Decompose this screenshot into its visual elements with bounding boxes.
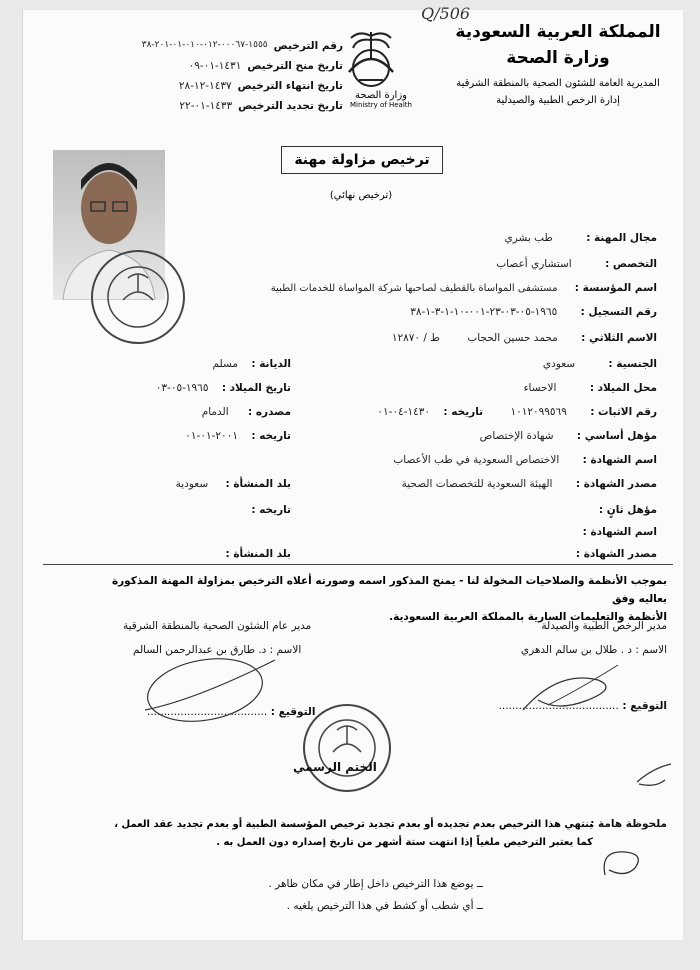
expiry-date-row: تاريخ انتهاء الترخيص ١٤٣٧-١٢-٢٨ <box>63 80 343 100</box>
left-signature-scribble <box>135 650 285 730</box>
authorization-line-1: بموجب الأنظمة والصلاحيات المخولة لنا - يمنح المذكور اسمه وصورته أعلاه الترخيص بمزاولة المهنة المذكورة بعاليه وفق <box>111 575 667 605</box>
stamp-emblem-icon <box>93 252 183 342</box>
registration-row: رقم التسجيل : ١٩٦٥-٠٥-٠٣-٢٣-٠٠١-١٠-١-٣-١-٣٨ <box>410 306 657 318</box>
certificate-source-value: الهيئة السعودية للتخصصات الصحية <box>401 478 553 490</box>
license-document <box>22 4 683 940</box>
religion-row: الديانة : مسلم <box>212 358 291 370</box>
left-signatory-name: الاسم : د. طارق بن عبدالرحمن السالم <box>133 644 302 656</box>
palm-swords-emblem <box>341 28 401 90</box>
section-divider <box>43 564 673 565</box>
secondary-origin-row: بلد المنشأة : <box>225 548 291 560</box>
secondary-certificate-row: اسم الشهادة : <box>582 526 657 538</box>
footer-note-2: ــ أي شطب أو كشط في هذا الترخيص يلغيه . <box>286 900 483 912</box>
right-signature-scribble <box>518 660 628 720</box>
institution-value: مستشفى المواساة بالقطيف لصاحبها شركة المواساة للخدمات الطبية <box>270 283 558 294</box>
primary-qualification-value: شهادة الإختصاص <box>479 430 554 442</box>
primary-date-row: تاريخه : ٢٠٠١-٠١-٠١ <box>185 430 291 442</box>
primary-qualification-row: مؤهل أساسي : شهادة الإختصاص <box>479 430 657 442</box>
id-source-row: مصدره : الدمام <box>201 406 291 418</box>
directorate-name: المديرية العامة للشئون الصحية بالمنطقة الشرقية <box>456 78 660 89</box>
nationality-value: سعودي <box>542 358 576 370</box>
nationality-row: الجنسية : سعودي <box>542 358 657 370</box>
institution-row: اسم المؤسسة : مستشفى المواساة بالقطيف لصاحبها شركة المواساة للخدمات الطبية <box>270 282 657 294</box>
birthplace-row: محل الميلاد : الاحساء <box>523 382 657 394</box>
authorization-line-2: الأنظمة والتعليمات السارية بالمملكة العربية السعودية. <box>389 611 667 623</box>
logo-english: Ministry of Health <box>350 101 412 109</box>
document-subtitle: (ترخيص نهائي) <box>329 190 393 201</box>
grant-date-row: تاريخ منح الترخيص ١٤٣١-٠١-٠٩ <box>63 60 343 80</box>
id-source-value: الدمام <box>201 406 229 418</box>
field-value: طب بشري <box>504 232 553 244</box>
birthdate-value: ١٩٦٥-٠٥-٠٣ <box>155 382 209 394</box>
id-date-value: ١٤٣٠-٠٤-٠١ <box>377 406 431 418</box>
secondary-qualification-row: مؤهل ثانٍ : <box>598 504 657 516</box>
grant-date-value: ١٤٣١-٠١-٠٩ <box>188 60 242 72</box>
specialty-value: استشاري أعصاب <box>496 258 572 270</box>
authorization-text <box>83 572 667 626</box>
ministry-title: وزارة الصحة <box>506 48 610 68</box>
id-number-value: ١٠١٢٠٩٩٥٦٩ <box>510 406 567 418</box>
secondary-source-row: مصدر الشهادة : <box>575 548 657 560</box>
certificate-source-row: مصدر الشهادة : الهيئة السعودية للتخصصات الصحية <box>401 478 657 490</box>
name-code: ط / ١٢٨٧٠ <box>391 332 441 344</box>
origin-row: بلد المنشأة : سعودية <box>175 478 291 490</box>
department-name: إدارة الرخص الطبية والصيدلية <box>496 95 620 106</box>
note-line-1: ينتهي هذا الترخيص بعدم تجديده أو بعدم تجديد ترخيص المؤسسة الطبية أو بعدم تجديد عقد العمل ، <box>114 819 593 830</box>
primary-date-value: ٢٠٠١-٠١-٠١ <box>185 430 238 442</box>
logo-arabic: وزارة الصحة <box>355 90 407 101</box>
renewal-date-value: ١٤٣٣-٠١-٢٢ <box>179 100 233 112</box>
footer-note-1: ــ يوضع هذا الترخيص داخل إطار في مكان ظاهر . <box>268 878 483 890</box>
left-signature-row: التوقيع : .................................... <box>147 706 316 718</box>
full-name-row: الاسم الثلاثي : محمد حسين الحجاب ط / ١٢٨٧٠ <box>391 332 657 344</box>
birthdate-row: تاريخ الميلاد : ١٩٦٥-٠٥-٠٣ <box>155 382 291 394</box>
secondary-date-row: تاريخه : <box>251 504 291 516</box>
origin-value: سعودية <box>175 478 209 490</box>
birthplace-value: الاحساء <box>523 382 557 394</box>
right-signatory-name: الاسم : د . طلال بن سالم الدهري <box>520 644 667 656</box>
document-title: ترخيص مزاولة مهنة <box>281 146 443 174</box>
note-label: ملحوظة هامة : <box>590 818 667 830</box>
license-number-row: رقم الترخيص ١٥٥٥-٠٠٠٦٧-٠١٢-٠١٠-٠١-٢٠١-٣٨ <box>63 40 343 60</box>
header-block <box>443 22 673 106</box>
kingdom-title: المملكة العربية السعودية <box>455 22 661 42</box>
handwritten-initial <box>595 830 655 880</box>
official-seal <box>303 704 391 792</box>
right-signatory-title: مدير الرخص الطبية والصيدلة <box>541 620 667 632</box>
license-info <box>63 40 343 120</box>
field-row: مجال المهنة : طب بشري <box>504 232 657 244</box>
registration-value: ١٩٦٥-٠٥-٠٣-٢٣-٠٠١-١٠-١-٣-١-٣٨ <box>410 306 558 318</box>
photo-stamp <box>91 250 185 344</box>
full-name-value: محمد حسين الحجاب <box>467 332 558 344</box>
certificate-name-value: الاختصاص السعودية في طب الأعصاب <box>393 454 560 466</box>
seal-label: الختم الرسمي <box>293 760 377 774</box>
religion-value: مسلم <box>212 358 238 370</box>
seal-emblem-icon <box>305 706 389 790</box>
left-signatory-title: مدير عام الشئون الصحية بالمنطقة الشرقية <box>123 620 312 632</box>
note-text <box>114 816 593 852</box>
handwritten-check-mark <box>635 762 675 792</box>
handwritten-file-number: Q/506 <box>421 4 471 23</box>
renewal-date-row: تاريخ تجديد الترخيص ١٤٣٣-٠١-٢٢ <box>63 100 343 120</box>
ministry-logo <box>341 28 421 109</box>
specialty-row: التخصص : استشاري أعصاب <box>496 258 657 270</box>
expiry-date-value: ١٤٣٧-١٢-٢٨ <box>178 80 232 92</box>
id-number-row: رقم الاثبات : ١٠١٢٠٩٩٥٦٩ تاريخه : ١٤٣٠-٠٤-٠١ <box>377 406 657 418</box>
certificate-name-row: اسم الشهادة : الاختصاص السعودية في طب الأعصاب <box>393 454 657 466</box>
note-line-2: كما يعتبر الترخيص ملغياً إذا انتهت ستة أشهر من تاريخ إصداره دون العمل به . <box>216 837 593 848</box>
right-signature-row: التوقيع : .................................... <box>498 700 667 712</box>
license-number-value: ١٥٥٥-٠٠٠٦٧-٠١٢-٠١٠-٠١-٢٠١-٣٨ <box>141 40 268 50</box>
